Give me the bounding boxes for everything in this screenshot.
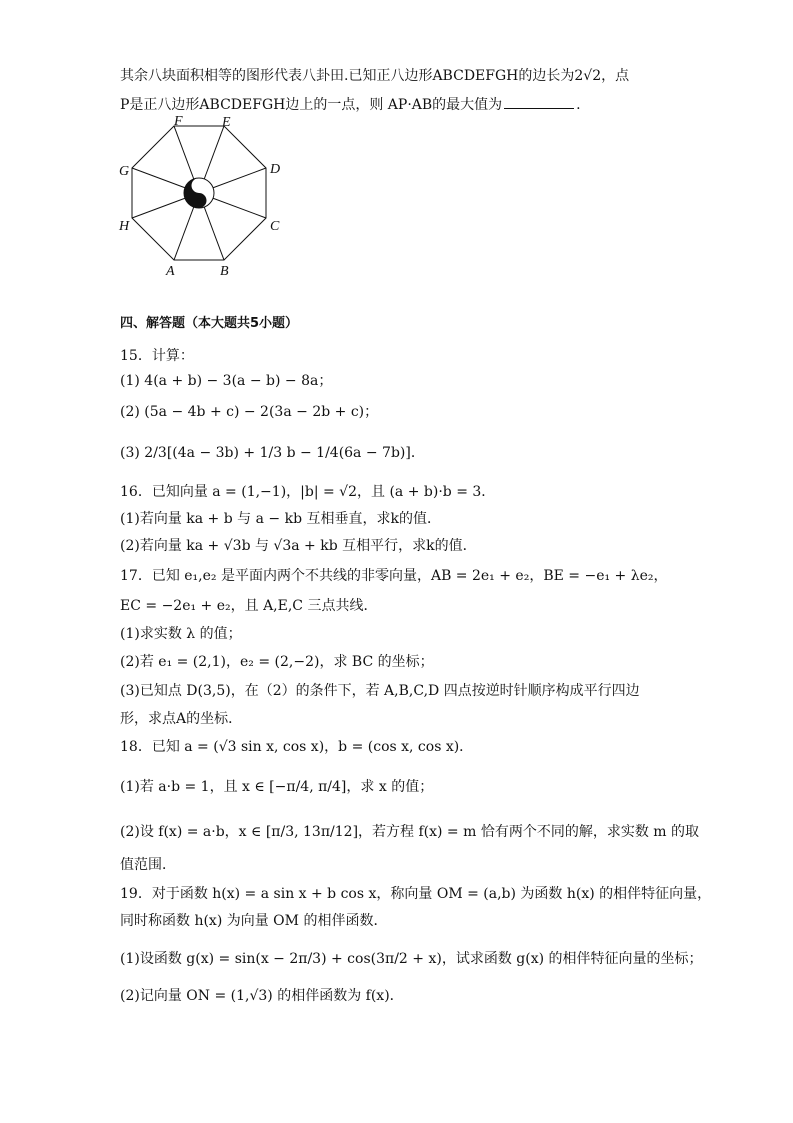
question-19-part-1: (1)设函数 g(x) = sin(x − 2π/3) + cos(3π/2 + x)，试求函数 g(x) 的相伴特征向量的坐标； (120, 951, 703, 967)
question-18-part-2-line-2: 值范围． (120, 857, 176, 873)
question-17-part-2: (2)若 e₁ = (2,1)，e₂ = (2,−2)，求 BC 的坐标； (120, 654, 434, 670)
text-line-2 (120, 94, 680, 115)
question-17-line-2: EC = −2e₁ + e₂，且 A,E,C 三点共线． (120, 598, 378, 614)
period: . (576, 97, 581, 113)
yin-yang-icon (184, 178, 214, 208)
label-b: B (220, 264, 229, 279)
question-16-part-2: (2)若向量 ka + √3b 与 √3a + kb 互相平行，求k的值． (120, 538, 477, 554)
question-19: 19．对于函数 h(x) = a sin x + b cos x，称向量 OM = (a,b) 为函数 h(x) 的相伴特征向量， (120, 886, 712, 902)
question-16-part-1: (1)若向量 ka + b 与 a − kb 互相垂直，求k的值． (120, 511, 441, 527)
question-17-part-3-line-2: 形，求点A的坐标． (120, 711, 243, 727)
label-c: C (270, 219, 280, 234)
question-18-part-1: (1)若 a·b = 1，且 x ∈ [−π/4, π/4]，求 x 的值； (120, 779, 434, 795)
question-17-part-3: (3)已知点 D(3,5)，在（2）的条件下，若 A,B,C,D 四点按逆时针顺序构成平行四边 (120, 683, 640, 699)
section-heading: 四、解答题（本大题共5小题） (120, 316, 299, 331)
label-d: D (270, 162, 281, 177)
question-15-part-1: (1) 4(a + b) − 3(a − b) − 8a； (120, 373, 333, 389)
problem-text: P是正八边形ABCDEFGH边上的一点，则 AP·AB的最大值为 (120, 97, 503, 113)
question-17: 17．已知 e₁,e₂ 是平面内两个不共线的非零向量，AB = 2e₁ + e₂，BE = −e₁ + λe₂， (120, 568, 668, 584)
question-18-part-2: (2)设 f(x) = a·b，x ∈ [π/3, 13π/12]，若方程 f(x) = m 恰有两个不同的解，求实数 m 的取 (120, 824, 700, 840)
octagon-figure (118, 114, 298, 284)
answer-blank (504, 94, 574, 109)
label-e: E (222, 115, 231, 130)
question-16: 16．已知向量 a = (1,−1)，|b| = √2，且 (a + b)·b = 3． (120, 484, 496, 500)
label-g: G (119, 164, 130, 179)
question-15: 15．计算： (120, 348, 194, 364)
label-a: A (166, 264, 175, 279)
text-line-1: 其余八块面积相等的图形代表八卦田.已知正八边形ABCDEFGH的边长为2√2，点 (120, 68, 630, 84)
label-f: F (174, 114, 183, 129)
question-15-part-3: (3) 2/3[(4a − 3b) + 1/3 b − 1/4(6a − 7b)]． (120, 445, 425, 461)
label-h: H (119, 219, 130, 234)
question-19-part-2: (2)记向量 ON = (1,√3) 的相伴函数为 f(x)． (120, 988, 404, 1004)
question-17-part-1: (1)求实数 λ 的值； (120, 626, 242, 642)
question-15-part-2: (2) (5a − 4b + c) − 2(3a − 2b + c)； (120, 404, 379, 420)
question-18: 18．已知 a = (√3 sin x, cos x)，b = (cos x, cos x)． (120, 739, 474, 755)
question-19-line-2: 同时称函数 h(x) 为向量 OM 的相伴函数． (120, 913, 388, 929)
